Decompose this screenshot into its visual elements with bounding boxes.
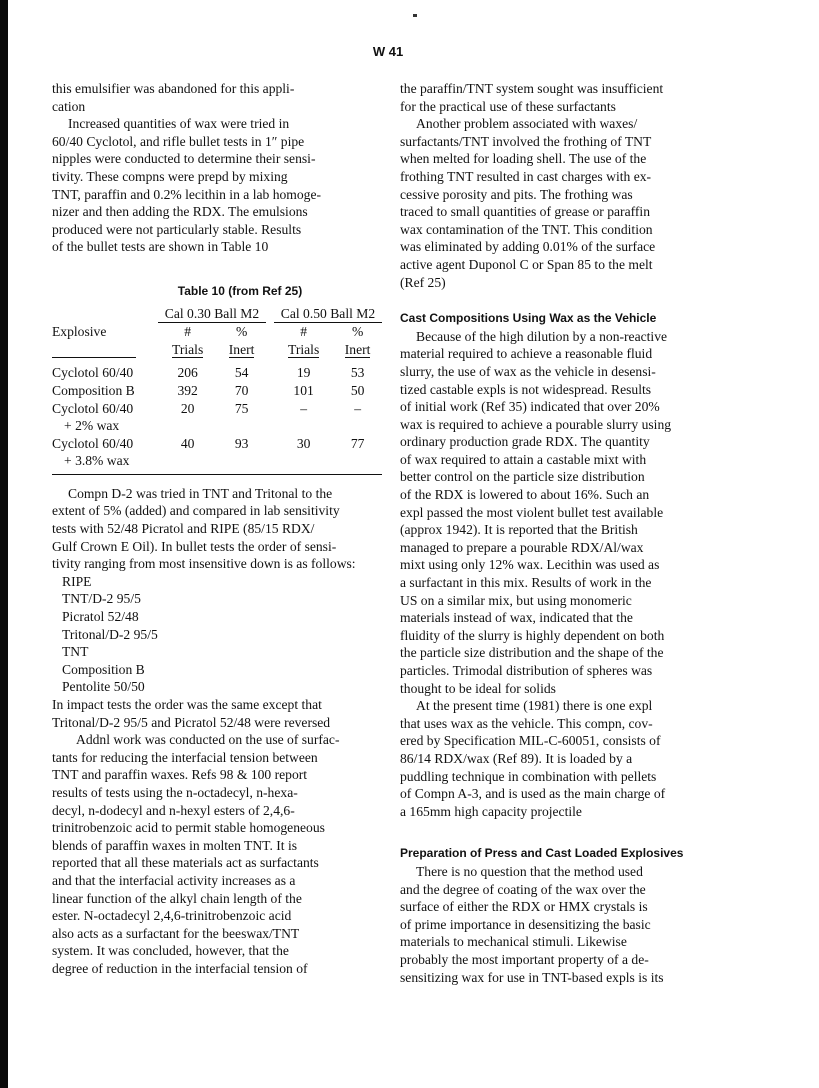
text-line: trinitrobenzoic acid to permit stable homogeneous (52, 820, 325, 836)
left-paragraph-4 (52, 696, 400, 731)
text-line: Another problem associated with waxes/ (416, 116, 638, 132)
cell-trials-030: 20 (180, 400, 195, 416)
cell-explosive-suffix: + 3.8% wax (64, 453, 130, 469)
left-paragraph-3 (52, 485, 400, 573)
sensitivity-order-list (52, 573, 400, 696)
text-line: for the practical use of these surfactants (400, 98, 616, 114)
text-line: ordinary production grade RDX. The quantity (400, 434, 650, 450)
text-line: ered by Specification MIL-C-60051, consists of (400, 733, 661, 749)
text-line: that uses wax as the vehicle. This compn, cov- (400, 715, 653, 731)
text-line: produced were not particularly stable. Results (52, 221, 302, 237)
list-item: RIPE (62, 573, 92, 589)
list-item: Pentolite 50/50 (62, 679, 145, 695)
list-item: Composition B (62, 661, 145, 677)
text-line: a surfactant in this mix. Results of work in the (400, 575, 652, 591)
table-row (52, 400, 382, 418)
cell-trials-050: – (300, 400, 308, 416)
text-line: tivity. These compns were prepd by mixing (52, 168, 288, 184)
text-line: of initial work (Ref 35) indicated that over 20% (400, 399, 660, 415)
text-line: TNT, paraffin and 0.2% lecithin in a lab homoge- (52, 186, 322, 202)
text-line: US on a similar mix, but using monomeric (400, 592, 632, 608)
text-line: of Compn A-3, and is used as the main charge of (400, 786, 666, 802)
text-line: Because of the high dilution by a non-reactive (416, 328, 668, 344)
text-line: slurry, the use of wax as the vehicle in desensi- (400, 363, 656, 379)
list-item: TNT/D-2 95/5 (62, 591, 141, 607)
left-paragraph-2 (52, 115, 400, 256)
group-cal-050: Cal 0.50 Ball M2 (274, 305, 382, 323)
text-line: wax is required to achieve a pourable slurry using (400, 416, 672, 432)
left-paragraph-5 (52, 731, 400, 977)
text-line: active agent Duponol C or Span 85 to the melt (400, 256, 653, 272)
section-heading-preparation: Preparation of Press and Cast Loaded Explosives (400, 846, 684, 861)
right-section1-paragraph-2 (400, 697, 750, 820)
cell-trials-050: 101 (293, 382, 314, 398)
text-line: (approx 1942). It is reported that the British (400, 522, 638, 538)
cell-trials-030: 40 (180, 435, 195, 451)
text-line: of the bullet tests are shown in Table 10 (52, 239, 269, 255)
text-line: of the RDX is lowered to about 16%. Such an (400, 487, 650, 503)
text-line: system. It was concluded, however, that the (52, 943, 289, 959)
text-line: There is no question that the method used (416, 863, 643, 879)
text-line: Increased quantities of wax were tried in (68, 116, 290, 132)
text-line: fluidity of the slurry is highly dependent on both (400, 627, 665, 643)
col-trials-header: Trials (172, 341, 204, 357)
right-section1-paragraph-1 (400, 328, 750, 697)
text-line: In impact tests the order was the same except that (52, 697, 322, 712)
text-line: frothing TNT resulted in cast charges with ex- (400, 168, 652, 184)
text-line: traced to small quantities of grease or paraffin (400, 204, 651, 220)
cell-inert-050: – (354, 400, 362, 416)
text-line: surfactants/TNT involved the frothing of TNT (400, 133, 652, 149)
text-line: reported that all these materials act as surfactants (52, 855, 319, 871)
explosive-header-underline (52, 356, 136, 358)
table-10-caption: Table 10 (from Ref 25) (177, 283, 303, 298)
table-symbol-row (52, 323, 382, 341)
cell-inert-030: 54 (234, 365, 249, 381)
text-line: cation (52, 98, 86, 114)
text-line: puddling technique in combination with pellets (400, 768, 657, 784)
text-line: of prime importance in desensitizing the basic (400, 916, 651, 932)
text-line: materials instead of wax, indicated that the (400, 610, 633, 626)
col-trials-symbol: # (300, 324, 308, 340)
list-item: Tritonal/D-2 95/5 (62, 626, 158, 642)
text-line: of wax required to attain a castable mixt with (400, 451, 647, 467)
table-bottom-rule (52, 474, 382, 475)
text-line: particles. Trimodal distribution of spheres was (400, 663, 653, 678)
text-line: 60/40 Cyclotol, and rifle bullet tests in 1″ pipe (52, 133, 305, 149)
scan-speck (413, 14, 417, 17)
scan-page-edge (0, 0, 8, 1088)
text-line: extent of 5% (added) and compared in lab sensitivity (52, 503, 340, 519)
text-line: this emulsifier was abandoned for this appli- (52, 81, 295, 96)
right-paragraph-1 (400, 80, 750, 115)
text-line: a 165mm high capacity projectile (400, 803, 582, 819)
text-line: thought to be ideal for solids (400, 680, 556, 696)
table-group-header-row (52, 305, 382, 323)
text-line: At the present time (1981) there is one expl (416, 698, 653, 714)
text-line: ester. N-octadecyl 2,4,6-trinitrobenzoic acid (52, 908, 292, 924)
text-line: tants for reducing the interfacial tension between (52, 749, 318, 765)
cell-inert-050: 50 (350, 382, 365, 398)
text-line: cessive porosity and pits. The frothing was (400, 186, 633, 202)
cell-trials-050: 19 (296, 365, 311, 381)
cell-explosive: Cyclotol 60/40 (52, 400, 134, 416)
table-row (52, 382, 382, 400)
text-line: and that the interfacial activity increases as a (52, 872, 296, 888)
text-line: Addnl work was conducted on the use of surfac- (76, 732, 340, 748)
list-item: Picratol 52/48 (62, 609, 139, 625)
text-line: managed to prepare a pourable RDX/Al/wax (400, 539, 644, 555)
text-line: probably the most important property of a de- (400, 951, 649, 967)
cell-trials-030: 392 (177, 382, 198, 398)
text-line: blends of paraffin waxes in molten TNT. It is (52, 837, 298, 853)
text-line: materials to mechanical stimuli. Likewise (400, 934, 627, 950)
col-inert-header: Inert (344, 341, 371, 357)
cell-trials-050: 30 (296, 435, 311, 451)
cell-explosive-suffix: + 2% wax (64, 418, 120, 434)
text-line: degree of reduction in the interfacial tension of (52, 960, 308, 976)
text-line: wax contamination of the TNT. This condition (400, 221, 653, 237)
text-line: the paraffin/TNT system sought was insufficient (400, 81, 664, 96)
text-line: nipples were conducted to determine their sensi- (52, 151, 316, 167)
text-line: TNT and paraffin waxes. Refs 98 & 100 report (52, 767, 308, 783)
text-line: the particle size distribution and the shape of the (400, 645, 664, 661)
text-line: sensitizing wax for use in TNT-based expls is its (400, 969, 664, 985)
text-line: expl passed the most violent bullet test available (400, 504, 664, 520)
text-line: was eliminated by adding 0.01% of the surface (400, 239, 656, 255)
text-line: linear function of the alkyl chain length of the (52, 890, 302, 906)
text-line: nizer and then adding the RDX. The emulsions (52, 204, 308, 220)
text-line: decyl, n-dodecyl and n-hexyl esters of 2,4,6- (52, 802, 295, 818)
text-line: Gulf Crown E Oil). In bullet tests the order of sensi- (52, 538, 337, 554)
text-line: tized castable expls is not widespread. Results (400, 381, 652, 397)
text-line: and the degree of coating of the wax over the (400, 881, 646, 897)
cell-inert-050: 53 (350, 365, 365, 381)
text-line: better control on the particle size distribution (400, 469, 645, 485)
text-line: tivity ranging from most insensitive down is as follows: (52, 556, 356, 572)
text-line: Compn D-2 was tried in TNT and Tritonal to the (68, 485, 333, 501)
left-column (52, 80, 400, 978)
text-line: mixt using only 12% wax. Lecithin was used as (400, 557, 660, 573)
col-explosive-header: Explosive (52, 324, 107, 340)
right-column (400, 80, 750, 986)
cell-explosive: Cyclotol 60/40 (52, 435, 134, 451)
text-line: surface of either the RDX or HMX crystals is (400, 899, 648, 915)
text-line: Tritonal/D-2 95/5 and Picratol 52/48 were reversed (52, 714, 331, 730)
left-paragraph-1 (52, 80, 400, 115)
text-line: tests with 52/48 Picratol and RIPE (85/15 RDX/ (52, 521, 315, 537)
cell-inert-030: 75 (234, 400, 249, 416)
table-header-row (52, 341, 382, 359)
table-row-sub (52, 417, 382, 435)
cell-explosive: Composition B (52, 382, 135, 398)
col-inert-symbol: % (351, 324, 364, 340)
table-row-sub (52, 452, 382, 470)
right-section2-paragraph-1 (400, 863, 750, 986)
text-line: 86/14 RDX/wax (Ref 89). It is loaded by a (400, 750, 633, 766)
cell-inert-030: 70 (234, 382, 249, 398)
page-header: W 41 (372, 44, 404, 59)
table-row (52, 364, 382, 382)
col-trials-symbol: # (184, 324, 192, 340)
cell-trials-030: 206 (177, 365, 198, 381)
text-line: when melted for loading shell. The use of the (400, 151, 647, 167)
table-row (52, 435, 382, 453)
col-trials-header: Trials (288, 341, 320, 357)
cell-explosive: Cyclotol 60/40 (52, 365, 134, 381)
col-inert-header: Inert (228, 341, 255, 357)
text-line: material required to achieve a reasonable fluid (400, 346, 653, 362)
section-heading-cast-compositions: Cast Compositions Using Wax as the Vehicle (400, 311, 657, 326)
text-line: results of tests using the n-octadecyl, n-hexa- (52, 784, 298, 800)
text-line: (Ref 25) (400, 274, 446, 290)
col-inert-symbol: % (235, 324, 248, 340)
list-item: TNT (62, 644, 89, 660)
cell-inert-050: 77 (350, 435, 365, 451)
text-line: also acts as a surfactant for the beeswax/TNT (52, 925, 300, 941)
right-paragraph-2 (400, 115, 750, 291)
table-10 (52, 305, 382, 470)
group-cal-030: Cal 0.30 Ball M2 (158, 305, 266, 323)
cell-inert-030: 93 (234, 435, 249, 451)
